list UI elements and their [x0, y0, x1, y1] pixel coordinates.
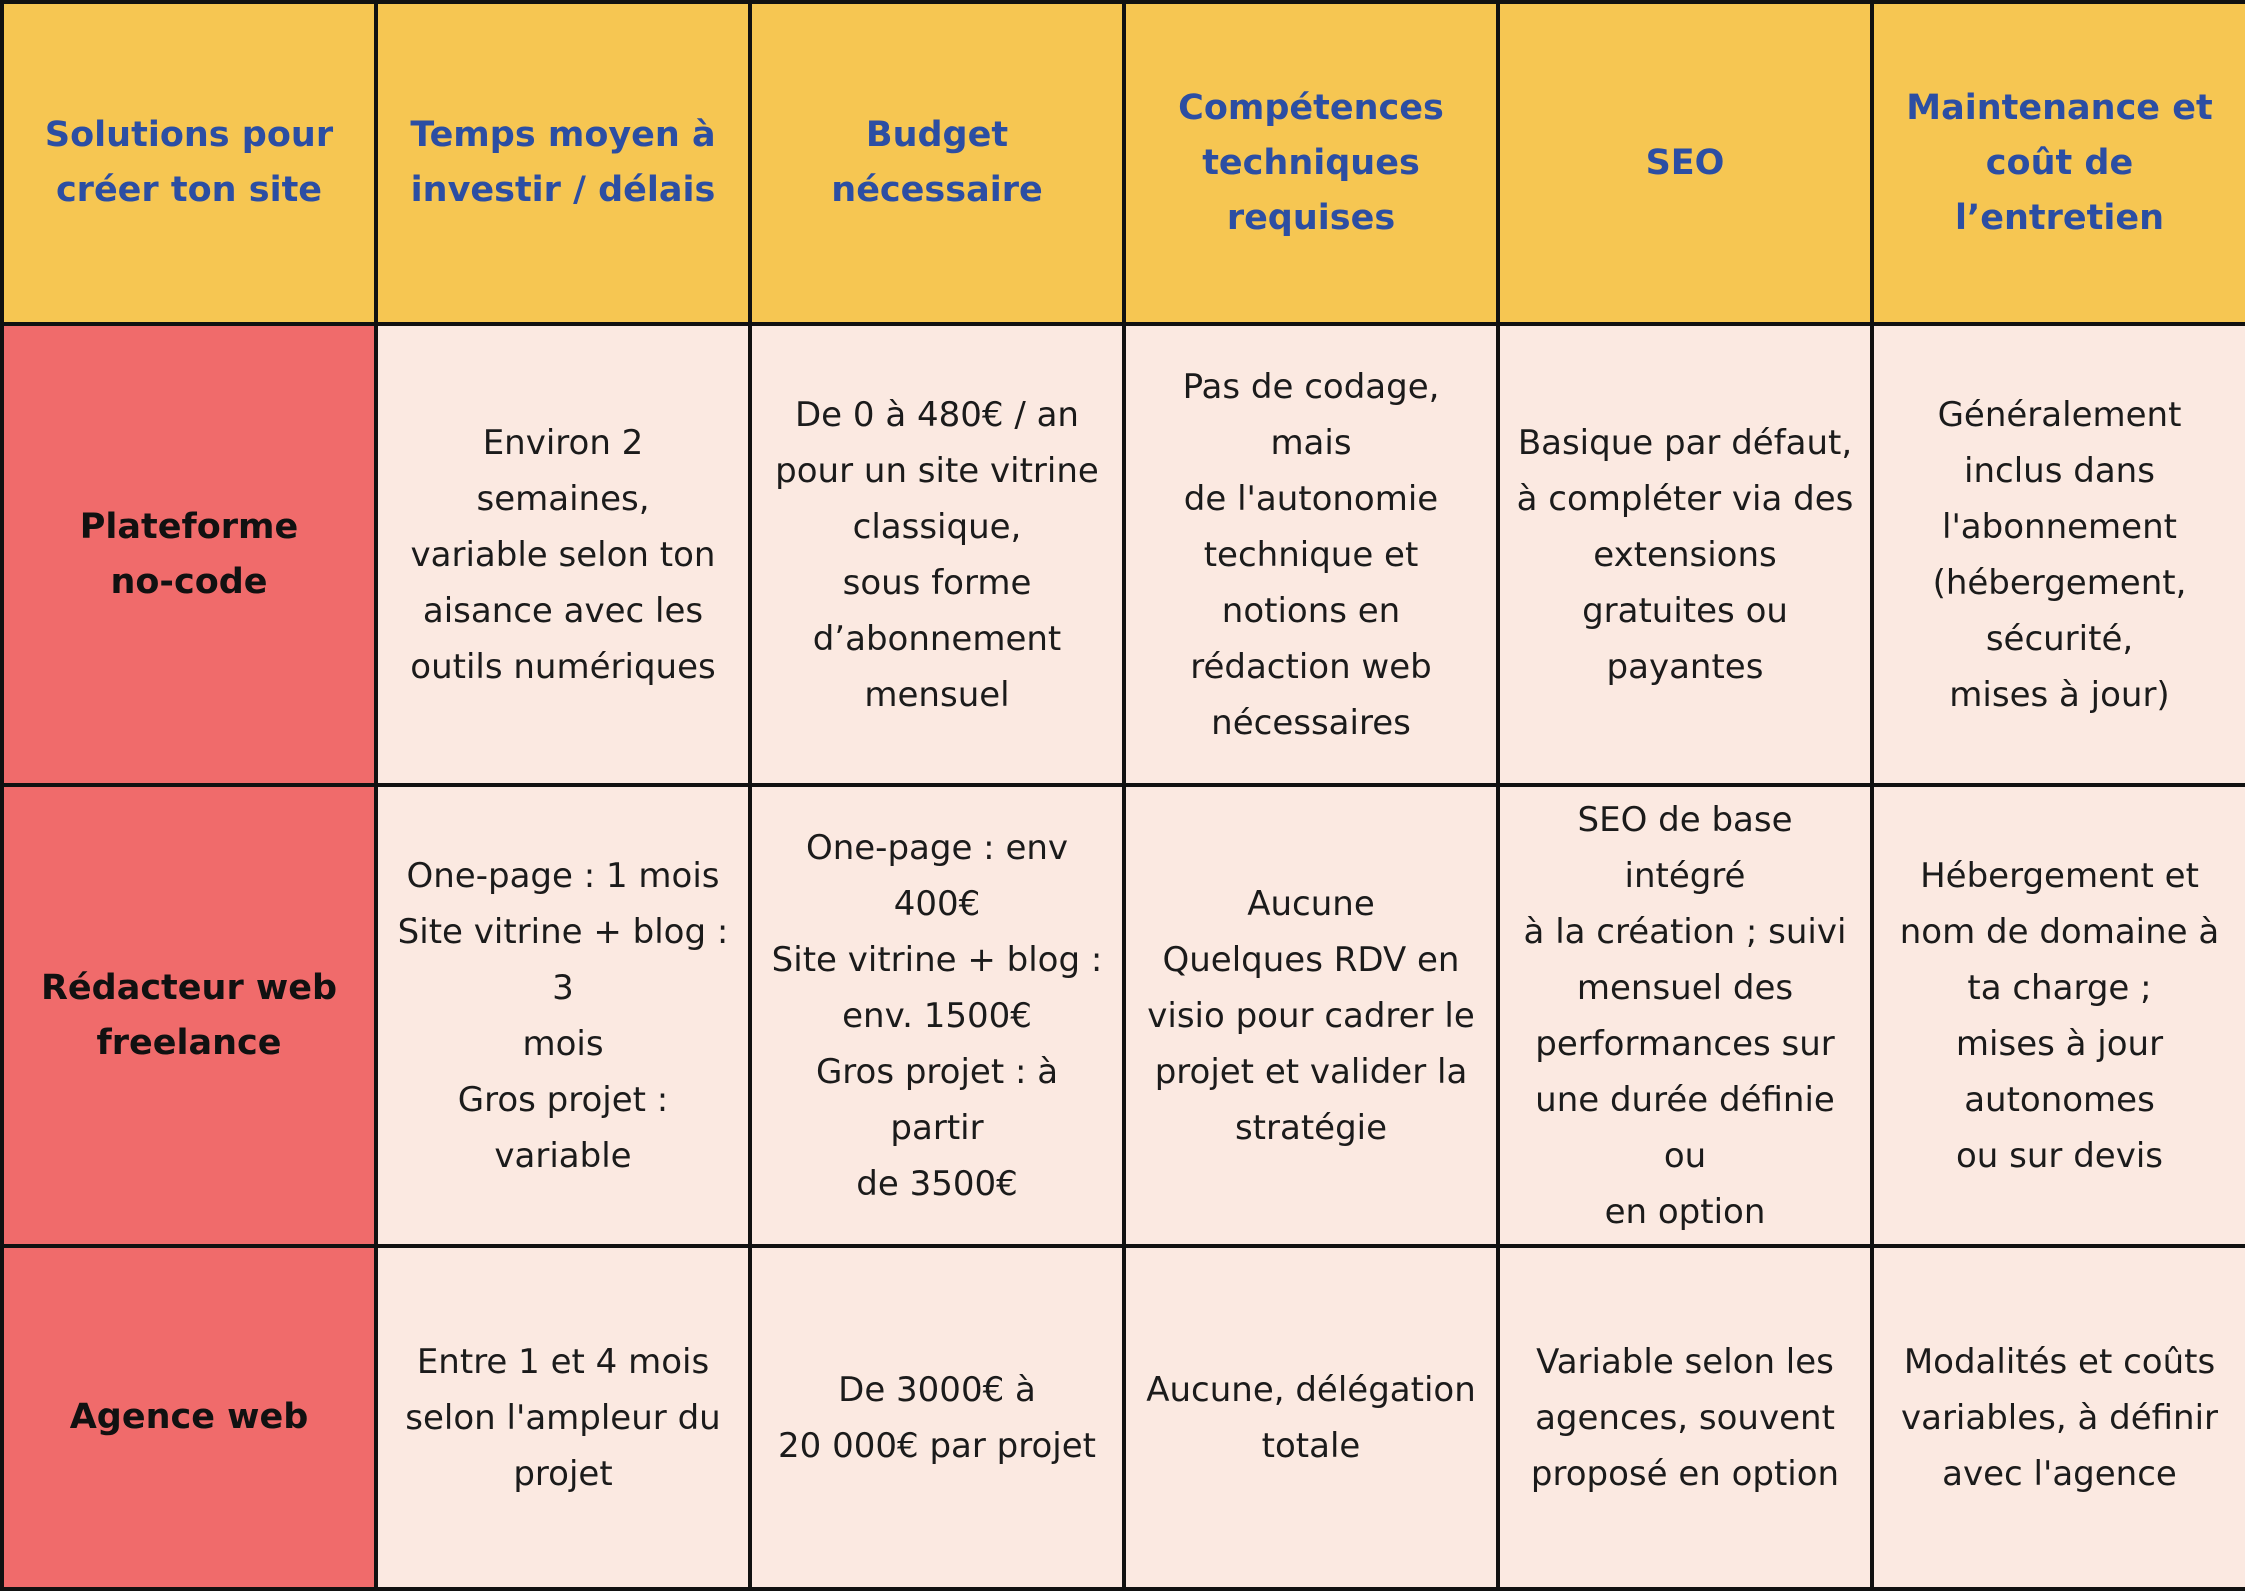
table-row: [2, 324, 2245, 785]
header-budget: Budget nécessaire: [750, 2, 1124, 324]
cell-maintenance: Modalités et coûts variables, à définir avec l'agence: [1872, 1246, 2245, 1589]
cell-maintenance: Généralement inclus dans l'abonnement (hébergement, sécurité, mises à jour): [1872, 324, 2245, 785]
cell-time: Entre 1 et 4 mois selon l'ampleur du projet: [376, 1246, 750, 1589]
cell-budget: De 3000€ à 20 000€ par projet: [750, 1246, 1124, 1589]
header-solutions: Solutions pour créer ton site: [2, 2, 376, 324]
cell-time: Environ 2 semaines, variable selon ton aisance avec les outils numériques: [376, 324, 750, 785]
table-row: [2, 1246, 2245, 1589]
table-row: [2, 785, 2245, 1246]
cell-skills: Pas de codage, mais de l'autonomie technique et notions en rédaction web nécessaires: [1124, 324, 1498, 785]
cell-budget: One-page : env 400€ Site vitrine + blog : env. 1500€ Gros projet : à partir de 3500€: [750, 785, 1124, 1246]
cell-seo: Variable selon les agences, souvent proposé en option: [1498, 1246, 1872, 1589]
header-row: [2, 2, 2245, 324]
cell-time: One-page : 1 mois Site vitrine + blog : 3 mois Gros projet : variable: [376, 785, 750, 1246]
row-label-freelance: Rédacteur web freelance: [2, 785, 376, 1246]
header-skills: Compétences techniques requises: [1124, 2, 1498, 324]
header-seo: SEO: [1498, 2, 1872, 324]
header-time: Temps moyen à investir / délais: [376, 2, 750, 324]
cell-seo: Basique par défaut, à compléter via des extensions gratuites ou payantes: [1498, 324, 1872, 785]
cell-budget: De 0 à 480€ / an pour un site vitrine classique, sous forme d’abonnement mensuel: [750, 324, 1124, 785]
row-label-agency: Agence web: [2, 1246, 376, 1589]
cell-skills: Aucune, délégation totale: [1124, 1246, 1498, 1589]
cell-seo: SEO de base intégré à la création ; suivi mensuel des performances sur une durée définie ou en option: [1498, 785, 1872, 1246]
row-label-no-code: Plateforme no-code: [2, 324, 376, 785]
cell-skills: Aucune Quelques RDV en visio pour cadrer le projet et valider la stratégie: [1124, 785, 1498, 1246]
cell-maintenance: Hébergement et nom de domaine à ta charge ; mises à jour autonomes ou sur devis: [1872, 785, 2245, 1246]
header-maintenance: Maintenance et coût de l’entretien: [1872, 2, 2245, 324]
